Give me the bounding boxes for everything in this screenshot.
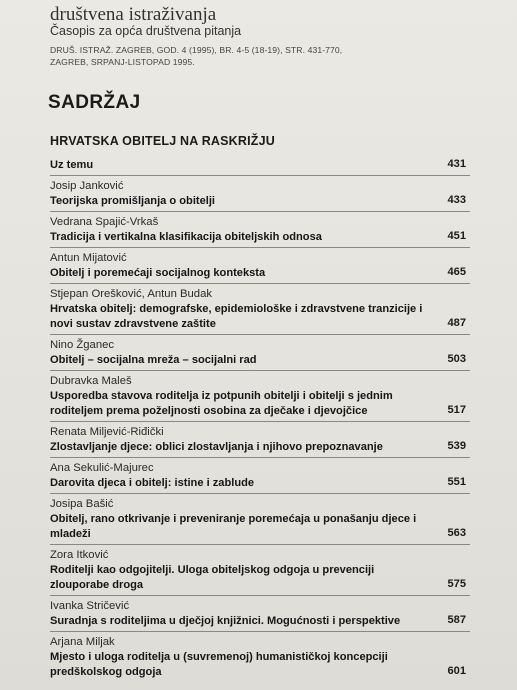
entry-divider (50, 544, 470, 545)
entry-divider (50, 334, 470, 335)
citation-line: DRUŠ. ISTRAŽ. ZAGREB, GOD. 4 (1995), BR. 4-5 (18-19), STR. 431-770, (50, 45, 343, 55)
entry-title: Hrvatska obitelj: demografske, epidemiološke i zdravstvene tranzicije i novi sustav zdravstvene zaštite (50, 303, 423, 330)
toc-entry (50, 497, 470, 542)
entry-divider (50, 211, 470, 212)
entry-title: Obitelj i poremećaji socijalnog konteksta (50, 267, 266, 279)
entry-title: Darovita djeca i obitelj: istine i zablude (50, 477, 255, 489)
toc-entry (50, 635, 470, 680)
journal-subtitle: Časopis za opća društvena pitanja (50, 24, 242, 38)
entry-divider (50, 283, 470, 284)
toc-entry (50, 179, 470, 209)
toc-entry (50, 461, 470, 491)
entry-title: Tradicija i vertikalna klasifikacija obiteljskih odnosa (50, 231, 322, 243)
entry-page-number: 575 (447, 578, 466, 590)
entry-page-number: 539 (447, 440, 466, 452)
toc-entry (50, 251, 470, 281)
entry-title: Uz temu (50, 159, 94, 171)
entry-title: Obitelj – socijalna mreža – socijalni rad (50, 354, 257, 366)
entry-title: Usporedba stavova roditelja iz potpunih obitelji i obitelji s jednim roditeljem prema poželjnosti osobina za dječake i djevojčice (50, 390, 393, 417)
entry-page-number: 451 (447, 230, 466, 242)
entry-page-number: 517 (447, 404, 466, 416)
entry-title: Suradnja s roditeljima u dječjoj knjižnici. Mogućnosti i perspektive (50, 615, 401, 627)
entry-divider (50, 175, 470, 176)
entry-divider (50, 493, 470, 494)
entry-author: Ivanka Stričević (50, 600, 130, 612)
entry-page-number: 601 (447, 665, 466, 677)
entry-title: Zlostavljanje djece: oblici zlostavljanja i njihovo prepoznavanje (50, 441, 383, 453)
entry-title: Mjesto i uloga roditelja u (suvremenoj) humanističkoj koncepciji predškolskog odgoja (50, 651, 388, 678)
entry-author: Nino Žganec (50, 339, 115, 351)
entry-author: Renata Miljević-Riđički (50, 426, 164, 438)
entry-title: Roditelji kao odgojitelji. Uloga obiteljskog odgoja u prevenciji zlouporabe droga (50, 564, 375, 591)
entry-author: Vedrana Spajić-Vrkaš (50, 216, 159, 228)
entry-page-number: 487 (447, 317, 466, 329)
entry-divider (50, 631, 470, 632)
toc-entry (50, 374, 470, 419)
entry-title: Obitelj, rano otkrivanje i preveniranje poremećaja u ponašanju djece i mladeži (50, 513, 417, 540)
toc-entry (50, 338, 470, 368)
entry-page-number: 551 (447, 476, 466, 488)
entry-author: Stjepan Orešković, Antun Budak (50, 288, 213, 300)
entry-divider (50, 457, 470, 458)
toc-entry (50, 215, 470, 245)
entry-author: Ana Sekulić-Majurec (50, 462, 154, 474)
entry-author: Zora Itković (50, 549, 109, 561)
entry-author: Dubravka Maleš (50, 375, 132, 387)
entry-author: Antun Mijatović (50, 252, 127, 264)
toc-entry (50, 425, 470, 455)
entry-author: Josip Janković (50, 180, 124, 192)
entry-page-number: 465 (447, 266, 466, 278)
entry-page-number: 563 (447, 527, 466, 539)
toc-entry (50, 599, 470, 629)
entry-divider (50, 247, 470, 248)
entry-page-number: 503 (447, 353, 466, 365)
entry-divider (50, 370, 470, 371)
toc-entry (50, 548, 470, 593)
toc-entry (50, 287, 470, 332)
entry-title: Teorijska promišljanja o obitelji (50, 195, 216, 207)
citation-line: ZAGREB, SRPANJ-LISTOPAD 1995. (50, 57, 195, 67)
toc-entry (50, 158, 470, 173)
section-heading: HRVATSKA OBITELJ NA RASKRIŽJU (50, 134, 276, 148)
entry-page-number: 431 (447, 158, 466, 170)
entry-divider (50, 421, 470, 422)
entry-author: Arjana Miljak (50, 636, 115, 648)
entry-page-number: 587 (447, 614, 466, 626)
journal-title: društvena istraživanja (50, 4, 217, 25)
entry-divider (50, 595, 470, 596)
entry-page-number: 433 (447, 194, 466, 206)
table-of-contents (50, 158, 470, 680)
entry-author: Josipa Bašić (50, 498, 114, 510)
toc-heading: SADRŽAJ (48, 92, 141, 113)
